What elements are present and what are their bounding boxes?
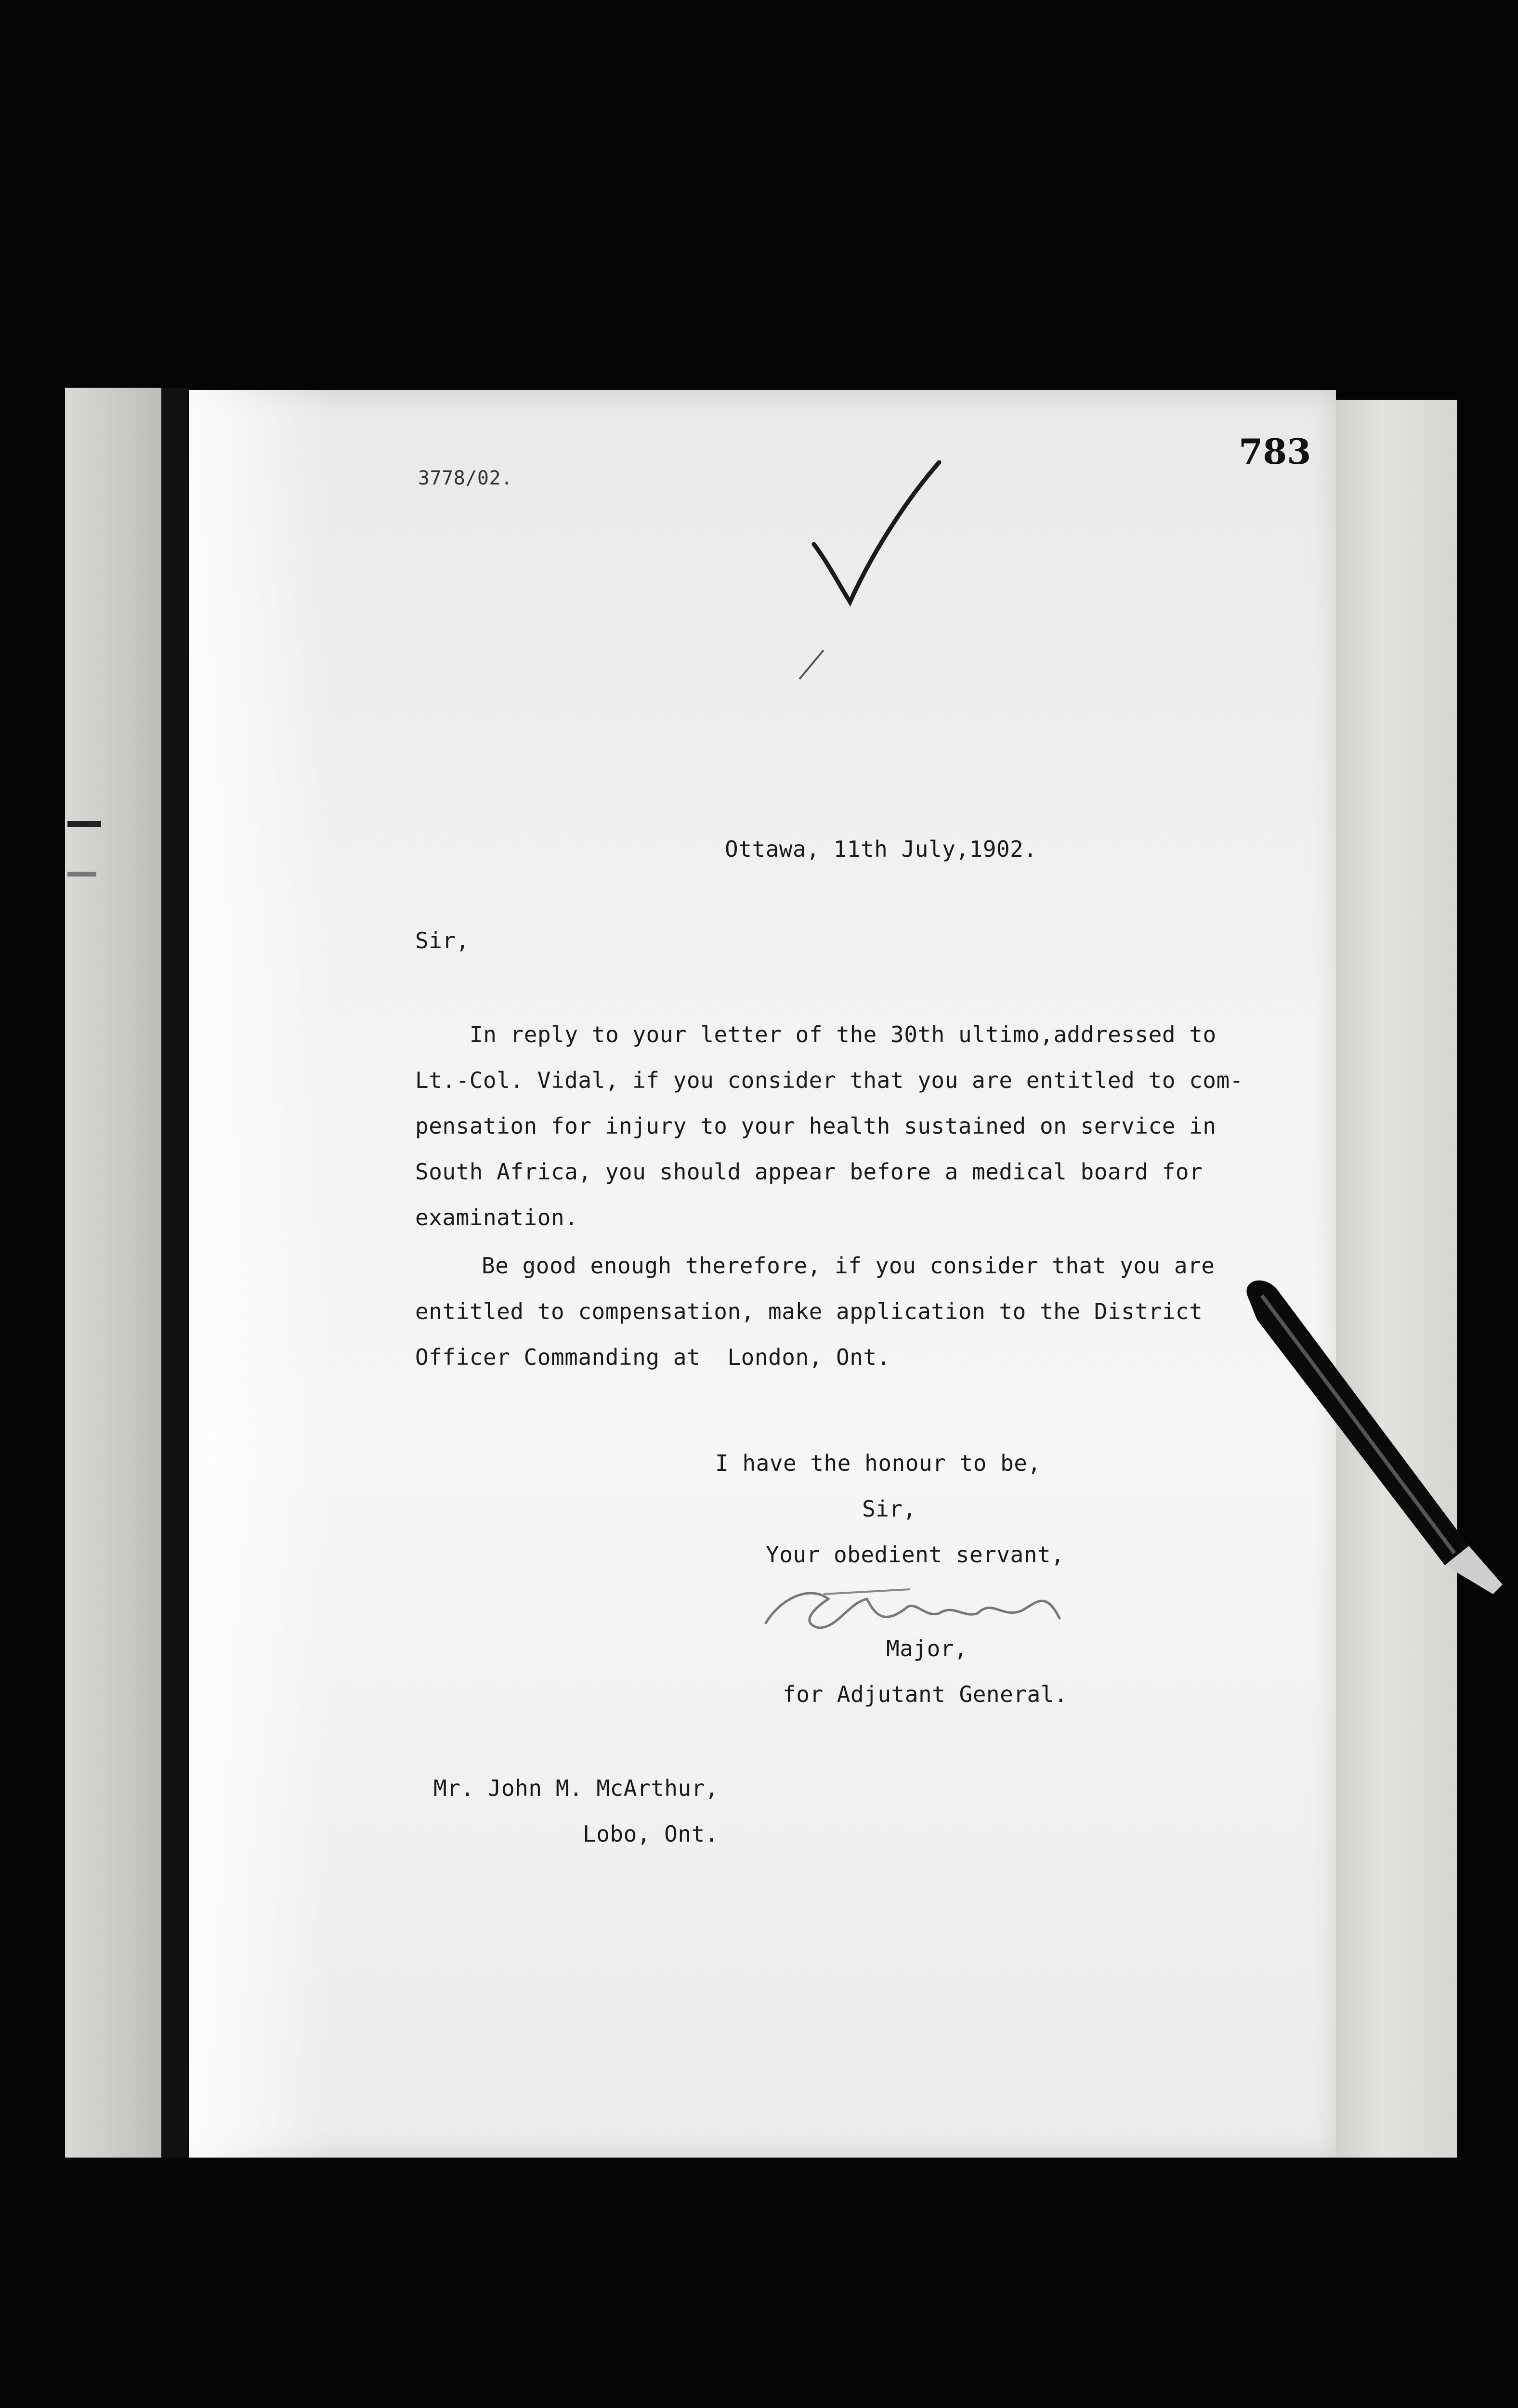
paragraph-line: pensation for injury to your health sustained on service in <box>415 1113 1217 1139</box>
paragraph-line: Be good enough therefore, if you consider that you are <box>482 1253 1215 1279</box>
closing-line: Sir, <box>862 1496 916 1522</box>
paragraph-line: South Africa, you should appear before a medical board for <box>415 1159 1203 1185</box>
page-number: 783 <box>1239 431 1311 472</box>
paragraph-line: examination. <box>415 1204 578 1230</box>
ink-mark <box>67 821 101 827</box>
book-spine <box>161 388 188 2158</box>
signature <box>751 1570 1088 1642</box>
adjacent-page-strip-left <box>65 388 161 2158</box>
file-number: 3778/02. <box>418 467 513 489</box>
signatory-rank: Major, <box>886 1636 968 1662</box>
paragraph-line: In reply to your letter of the 30th ultimo,addressed to <box>470 1021 1217 1047</box>
addressee-place: Lobo, Ont. <box>583 1821 719 1847</box>
page-glare <box>189 390 333 2158</box>
signatory-for: for Adjutant General. <box>783 1681 1068 1707</box>
paragraph-line: entitled to compensation, make application to the District <box>415 1298 1203 1324</box>
checkmark-icon <box>795 458 954 689</box>
paragraph-line: Officer Commanding at London, Ont. <box>415 1344 890 1370</box>
closing-line: I have the honour to be, <box>715 1450 1041 1476</box>
pen-icon <box>1243 1276 1512 1623</box>
salutation: Sir, <box>415 928 470 954</box>
place-date: Ottawa, 11th July,1902. <box>725 836 1037 862</box>
closing-line: Your obedient servant, <box>766 1542 1065 1568</box>
addressee-name: Mr. John M. McArthur, <box>433 1775 719 1801</box>
paragraph-line: Lt.-Col. Vidal, if you consider that you are entitled to com- <box>415 1067 1243 1093</box>
ink-mark <box>67 872 96 877</box>
